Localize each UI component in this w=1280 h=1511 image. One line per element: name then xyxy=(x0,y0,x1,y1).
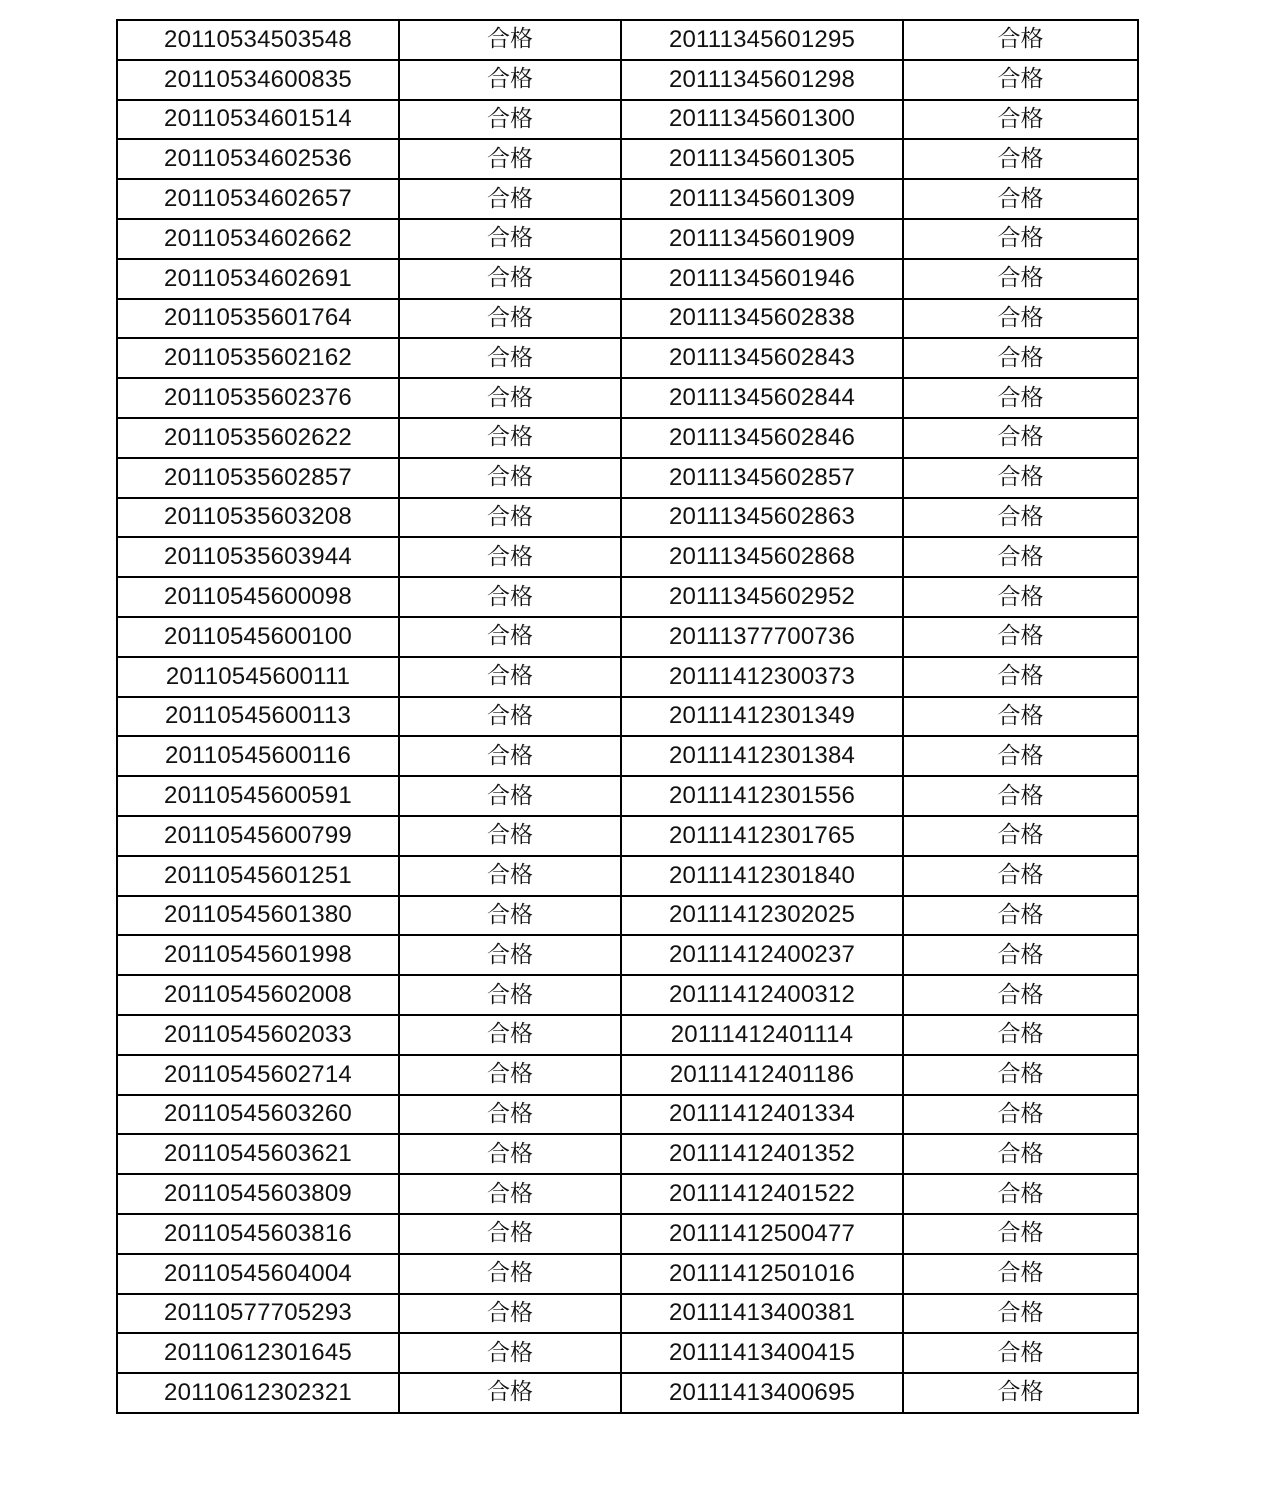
left-status-cell: 合格 xyxy=(399,299,621,339)
left-status-cell: 合格 xyxy=(399,378,621,418)
right-status-cell: 合格 xyxy=(903,975,1138,1015)
table-row xyxy=(117,60,1138,100)
left-id-cell: 20110545600111 xyxy=(117,657,399,697)
left-id-cell: 20110535603944 xyxy=(117,537,399,577)
right-status-cell: 合格 xyxy=(903,219,1138,259)
left-status-cell: 合格 xyxy=(399,1294,621,1334)
table-row xyxy=(117,139,1138,179)
left-id-cell: 20110545603809 xyxy=(117,1174,399,1214)
left-status-cell: 合格 xyxy=(399,179,621,219)
left-status-cell: 合格 xyxy=(399,1015,621,1055)
table-row xyxy=(117,1373,1138,1413)
right-id-cell: 20111345601309 xyxy=(621,179,903,219)
left-id-cell: 20110535602376 xyxy=(117,378,399,418)
left-status-cell: 合格 xyxy=(399,60,621,100)
left-status-cell: 合格 xyxy=(399,1174,621,1214)
left-status-cell: 合格 xyxy=(399,617,621,657)
right-id-cell: 20111413400695 xyxy=(621,1373,903,1413)
right-status-cell: 合格 xyxy=(903,1373,1138,1413)
right-id-cell: 20111345602844 xyxy=(621,378,903,418)
left-id-cell: 20110534600835 xyxy=(117,60,399,100)
table-row xyxy=(117,20,1138,60)
left-status-cell: 合格 xyxy=(399,975,621,1015)
left-id-cell: 20110545600100 xyxy=(117,617,399,657)
left-id-cell: 20110535603208 xyxy=(117,498,399,538)
left-id-cell: 20110545604004 xyxy=(117,1254,399,1294)
left-id-cell: 20110545601998 xyxy=(117,935,399,975)
table-row xyxy=(117,577,1138,617)
table-row xyxy=(117,1095,1138,1135)
right-status-cell: 合格 xyxy=(903,537,1138,577)
left-status-cell: 合格 xyxy=(399,896,621,936)
left-id-cell: 20110545600116 xyxy=(117,736,399,776)
left-status-cell: 合格 xyxy=(399,100,621,140)
right-id-cell: 20111345602952 xyxy=(621,577,903,617)
left-status-cell: 合格 xyxy=(399,1134,621,1174)
left-id-cell: 20110534602536 xyxy=(117,139,399,179)
table-row xyxy=(117,338,1138,378)
right-status-cell: 合格 xyxy=(903,1333,1138,1373)
left-id-cell: 20110612302321 xyxy=(117,1373,399,1413)
right-id-cell: 20111413400415 xyxy=(621,1333,903,1373)
right-id-cell: 20111412401352 xyxy=(621,1134,903,1174)
right-status-cell: 合格 xyxy=(903,20,1138,60)
right-id-cell: 20111412401522 xyxy=(621,1174,903,1214)
right-status-cell: 合格 xyxy=(903,697,1138,737)
right-status-cell: 合格 xyxy=(903,1254,1138,1294)
right-status-cell: 合格 xyxy=(903,179,1138,219)
right-status-cell: 合格 xyxy=(903,1214,1138,1254)
left-id-cell: 20110545602714 xyxy=(117,1055,399,1095)
left-status-cell: 合格 xyxy=(399,537,621,577)
right-status-cell: 合格 xyxy=(903,338,1138,378)
right-status-cell: 合格 xyxy=(903,736,1138,776)
left-status-cell: 合格 xyxy=(399,219,621,259)
right-id-cell: 20111345602838 xyxy=(621,299,903,339)
table-row xyxy=(117,1214,1138,1254)
left-id-cell: 20110545602008 xyxy=(117,975,399,1015)
right-id-cell: 20111412401114 xyxy=(621,1015,903,1055)
left-id-cell: 20110535602622 xyxy=(117,418,399,458)
left-status-cell: 合格 xyxy=(399,1214,621,1254)
left-id-cell: 20110545601251 xyxy=(117,856,399,896)
left-id-cell: 20110534602662 xyxy=(117,219,399,259)
right-status-cell: 合格 xyxy=(903,299,1138,339)
table-row xyxy=(117,1254,1138,1294)
table-row xyxy=(117,896,1138,936)
right-status-cell: 合格 xyxy=(903,856,1138,896)
right-id-cell: 20111412301384 xyxy=(621,736,903,776)
left-id-cell: 20110535602857 xyxy=(117,458,399,498)
right-status-cell: 合格 xyxy=(903,776,1138,816)
left-status-cell: 合格 xyxy=(399,816,621,856)
right-id-cell: 20111345602868 xyxy=(621,537,903,577)
table-row xyxy=(117,1174,1138,1214)
right-id-cell: 20111412301349 xyxy=(621,697,903,737)
right-id-cell: 20111412300373 xyxy=(621,657,903,697)
table-row xyxy=(117,179,1138,219)
right-id-cell: 20111412501016 xyxy=(621,1254,903,1294)
left-id-cell: 20110545603260 xyxy=(117,1095,399,1135)
left-id-cell: 20110545603621 xyxy=(117,1134,399,1174)
left-id-cell: 20110535601764 xyxy=(117,299,399,339)
left-status-cell: 合格 xyxy=(399,418,621,458)
right-id-cell: 20111412400237 xyxy=(621,935,903,975)
right-status-cell: 合格 xyxy=(903,577,1138,617)
right-id-cell: 20111345601300 xyxy=(621,100,903,140)
left-status-cell: 合格 xyxy=(399,1373,621,1413)
table-row xyxy=(117,1134,1138,1174)
right-status-cell: 合格 xyxy=(903,1015,1138,1055)
table-row xyxy=(117,299,1138,339)
right-id-cell: 20111345602857 xyxy=(621,458,903,498)
left-status-cell: 合格 xyxy=(399,1254,621,1294)
left-status-cell: 合格 xyxy=(399,856,621,896)
left-id-cell: 20110534602657 xyxy=(117,179,399,219)
left-status-cell: 合格 xyxy=(399,697,621,737)
right-status-cell: 合格 xyxy=(903,1174,1138,1214)
table-row xyxy=(117,816,1138,856)
right-status-cell: 合格 xyxy=(903,60,1138,100)
table-row xyxy=(117,259,1138,299)
left-id-cell: 20110545600098 xyxy=(117,577,399,617)
left-status-cell: 合格 xyxy=(399,1333,621,1373)
left-status-cell: 合格 xyxy=(399,577,621,617)
left-status-cell: 合格 xyxy=(399,736,621,776)
right-status-cell: 合格 xyxy=(903,418,1138,458)
left-status-cell: 合格 xyxy=(399,1095,621,1135)
left-status-cell: 合格 xyxy=(399,259,621,299)
right-status-cell: 合格 xyxy=(903,617,1138,657)
table-row xyxy=(117,418,1138,458)
table-row xyxy=(117,657,1138,697)
right-status-cell: 合格 xyxy=(903,458,1138,498)
left-status-cell: 合格 xyxy=(399,458,621,498)
right-id-cell: 20111345602863 xyxy=(621,498,903,538)
right-status-cell: 合格 xyxy=(903,896,1138,936)
left-id-cell: 20110612301645 xyxy=(117,1333,399,1373)
right-status-cell: 合格 xyxy=(903,259,1138,299)
table-row xyxy=(117,736,1138,776)
left-status-cell: 合格 xyxy=(399,657,621,697)
results-table xyxy=(116,19,1139,1414)
table-row xyxy=(117,378,1138,418)
table-row xyxy=(117,458,1138,498)
right-id-cell: 20111345601298 xyxy=(621,60,903,100)
right-id-cell: 20111412301840 xyxy=(621,856,903,896)
right-status-cell: 合格 xyxy=(903,657,1138,697)
table-row xyxy=(117,219,1138,259)
table-row xyxy=(117,100,1138,140)
table-row xyxy=(117,975,1138,1015)
right-id-cell: 20111345601305 xyxy=(621,139,903,179)
right-status-cell: 合格 xyxy=(903,498,1138,538)
right-id-cell: 20111413400381 xyxy=(621,1294,903,1334)
right-status-cell: 合格 xyxy=(903,378,1138,418)
left-id-cell: 20110545600591 xyxy=(117,776,399,816)
left-id-cell: 20110545603816 xyxy=(117,1214,399,1254)
table-row xyxy=(117,617,1138,657)
right-id-cell: 20111345602843 xyxy=(621,338,903,378)
right-status-cell: 合格 xyxy=(903,1294,1138,1334)
left-id-cell: 20110577705293 xyxy=(117,1294,399,1334)
left-status-cell: 合格 xyxy=(399,139,621,179)
table-row xyxy=(117,1294,1138,1334)
right-id-cell: 20111412301765 xyxy=(621,816,903,856)
left-status-cell: 合格 xyxy=(399,20,621,60)
table-row xyxy=(117,498,1138,538)
right-status-cell: 合格 xyxy=(903,1134,1138,1174)
left-status-cell: 合格 xyxy=(399,1055,621,1095)
results-table-body xyxy=(117,20,1138,1413)
left-status-cell: 合格 xyxy=(399,776,621,816)
table-row xyxy=(117,537,1138,577)
right-status-cell: 合格 xyxy=(903,139,1138,179)
left-status-cell: 合格 xyxy=(399,338,621,378)
right-id-cell: 20111412400312 xyxy=(621,975,903,1015)
right-id-cell: 20111345601295 xyxy=(621,20,903,60)
left-id-cell: 20110545601380 xyxy=(117,896,399,936)
right-status-cell: 合格 xyxy=(903,1095,1138,1135)
table-row xyxy=(117,856,1138,896)
left-id-cell: 20110545600799 xyxy=(117,816,399,856)
right-id-cell: 20111412401334 xyxy=(621,1095,903,1135)
right-status-cell: 合格 xyxy=(903,935,1138,975)
right-id-cell: 20111345601946 xyxy=(621,259,903,299)
right-id-cell: 20111345601909 xyxy=(621,219,903,259)
left-status-cell: 合格 xyxy=(399,935,621,975)
right-status-cell: 合格 xyxy=(903,100,1138,140)
right-id-cell: 20111345602846 xyxy=(621,418,903,458)
table-row xyxy=(117,935,1138,975)
left-id-cell: 20110534602691 xyxy=(117,259,399,299)
left-id-cell: 20110545600113 xyxy=(117,697,399,737)
right-id-cell: 20111412301556 xyxy=(621,776,903,816)
left-status-cell: 合格 xyxy=(399,498,621,538)
right-id-cell: 20111412302025 xyxy=(621,896,903,936)
right-id-cell: 20111412500477 xyxy=(621,1214,903,1254)
left-id-cell: 20110545602033 xyxy=(117,1015,399,1055)
table-row xyxy=(117,1055,1138,1095)
table-row xyxy=(117,1015,1138,1055)
left-id-cell: 20110535602162 xyxy=(117,338,399,378)
left-id-cell: 20110534601514 xyxy=(117,100,399,140)
right-status-cell: 合格 xyxy=(903,816,1138,856)
table-row xyxy=(117,697,1138,737)
right-id-cell: 20111377700736 xyxy=(621,617,903,657)
table-row xyxy=(117,776,1138,816)
right-status-cell: 合格 xyxy=(903,1055,1138,1095)
left-id-cell: 20110534503548 xyxy=(117,20,399,60)
table-row xyxy=(117,1333,1138,1373)
right-id-cell: 20111412401186 xyxy=(621,1055,903,1095)
